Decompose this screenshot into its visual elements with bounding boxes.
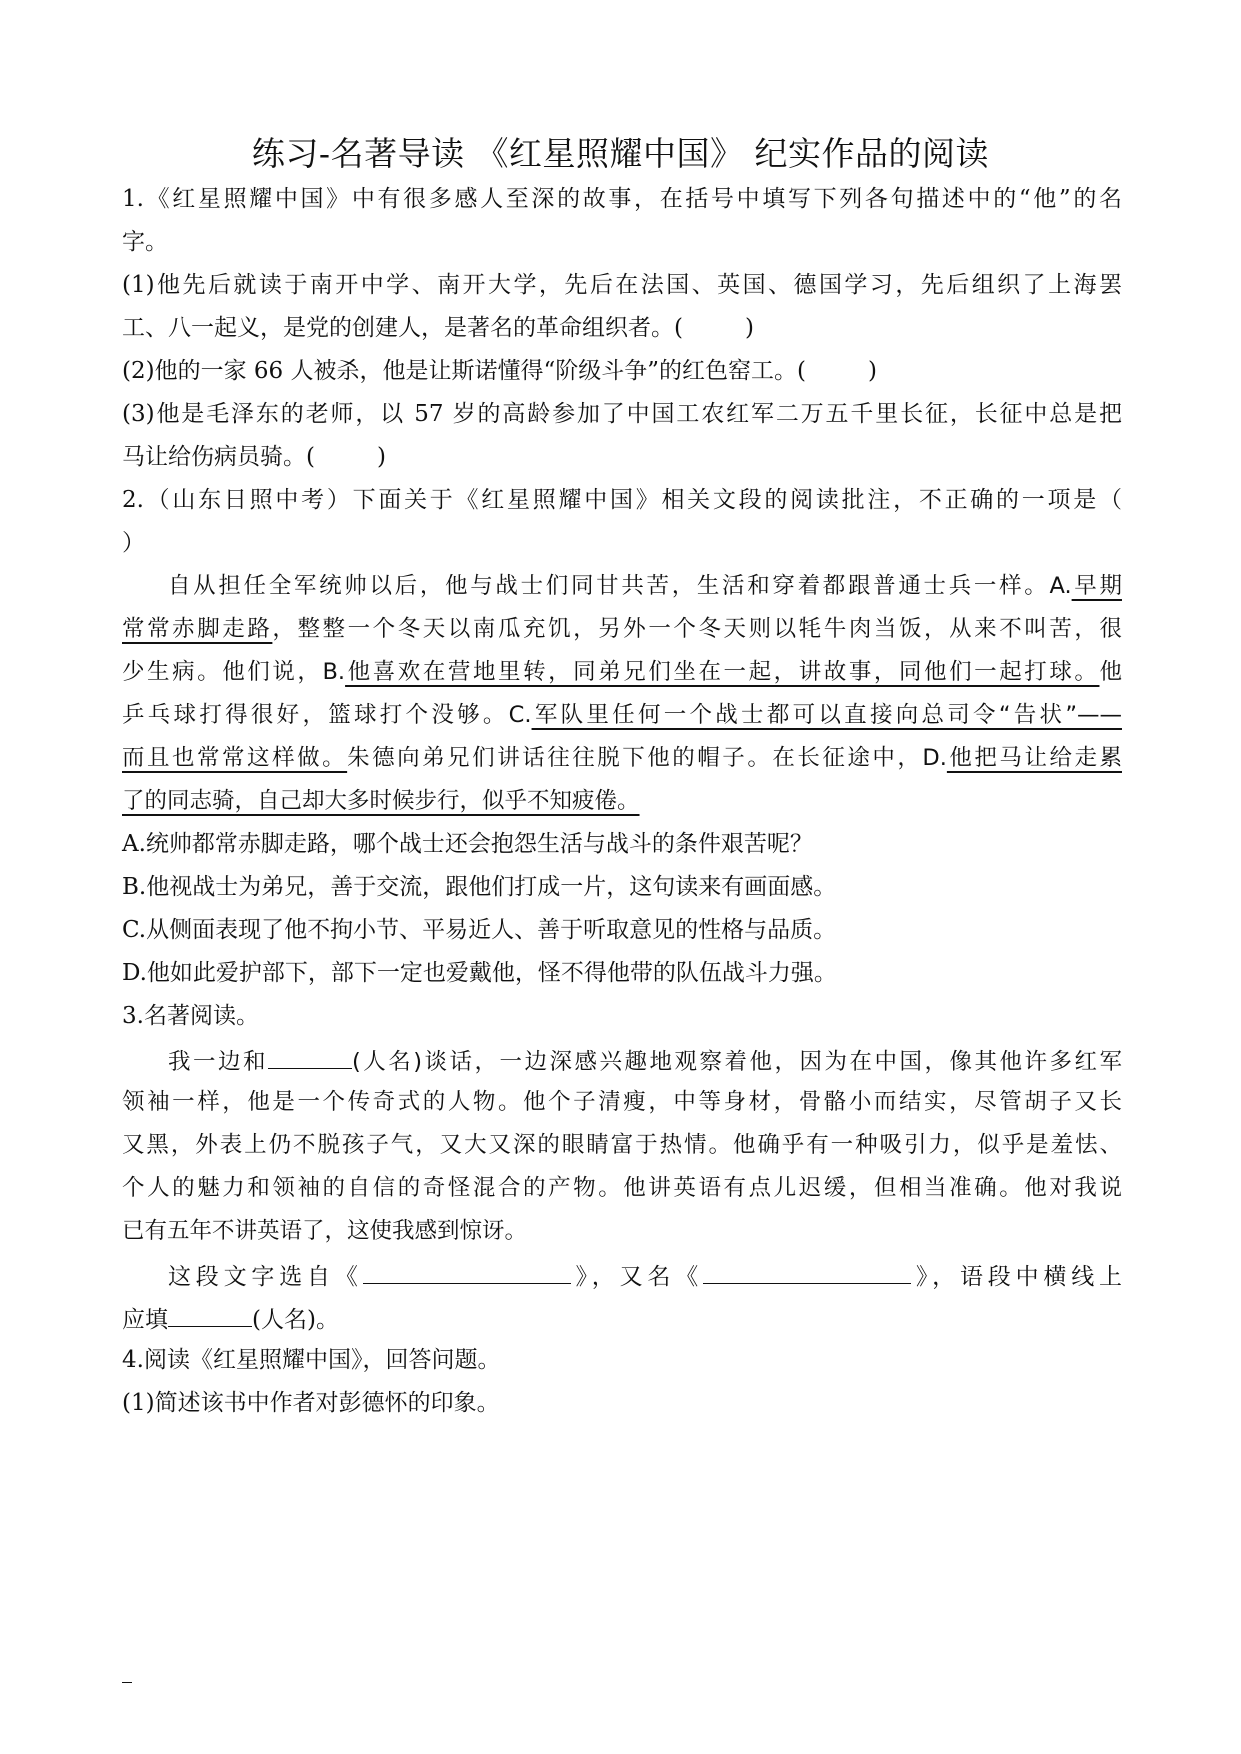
q2-option-a[interactable]: A.统帅都常赤脚走路，哪个战士还会抱怨生活与战斗的条件艰苦呢？	[122, 831, 813, 857]
q1-item2-text: (2)他的一家 66 人被杀，他是让斯诺懂得“阶级斗争”的红色窑工。(	[122, 358, 806, 384]
q3-passage-line3: 又黑，外表上仍不脱孩子气，又大又深的眼睛富于热情。他确乎有一种吸引力，似乎是羞怯、	[122, 1132, 1122, 1158]
q2-underlined-d: 了的同志骑，自己却大多时候步行，似乎不知疲倦。	[122, 788, 640, 814]
q3-stem: 3.名著阅读。	[122, 1003, 259, 1029]
q3-book-title-blank[interactable]	[363, 1259, 571, 1284]
q1-item3-line1: (3)他是毛泽东的老师，以 57 岁的高龄参加了中国工农红军二万五千里长征，长征中总是把	[122, 401, 1122, 427]
q3-passage-text: (人名)谈话，一边深感兴趣地观察着他，因为在中国，像其他许多红军	[352, 1049, 1122, 1075]
q2-passage-line6	[122, 786, 640, 816]
q4-stem: 4.阅读《红星照耀中国》，回答问题。	[122, 1347, 501, 1373]
q3-passage-line2: 领袖一样，他是一个传奇式的人物。他个子清瘦，中等身材，骨骼小而结实，尽管胡子又长	[122, 1089, 1122, 1115]
q2-underlined-c: 而且也常常这样做。	[122, 745, 348, 771]
q1-item3-text: 马让给伤病员骑。(	[122, 444, 315, 470]
q1-item3-close-paren: )	[376, 444, 386, 470]
q2-underlined-b: 他喜欢在营地里转，同弟兄们坐在一起，讲故事，同他们一起打球。	[345, 659, 1100, 685]
q3-passage-line4: 个人的魅力和领袖的自信的奇怪混合的产物。他讲英语有点儿迟缓，但相当准确。他对我说	[122, 1175, 1122, 1201]
q3-name-blank[interactable]	[268, 1044, 352, 1069]
q1-item1-close-paren: )	[744, 315, 754, 341]
q1-item3-line2	[122, 442, 386, 472]
q2-passage-text: 他	[1099, 659, 1122, 685]
q3-passage-line1	[168, 1044, 1122, 1077]
q3-passage-text: 我一边和	[168, 1049, 268, 1075]
q3-fill-line1	[168, 1259, 1122, 1292]
q3-fill-text: (人名)。	[252, 1307, 339, 1333]
q2-underlined-a: 早期	[1071, 573, 1122, 599]
q2-passage-text: 朱德向弟兄们讲话往往脱下他的帽子。在长征途中，D.	[347, 745, 947, 771]
q3-fill-text: 》，又名《	[570, 1264, 704, 1290]
q2-stem-line1: 2.（山东日照中考）下面关于《红星照耀中国》相关文段的阅读批注，不正确的一项是（	[122, 487, 1122, 513]
q2-passage-line4	[122, 700, 1122, 730]
q3-fill-text: 应填	[122, 1307, 168, 1333]
q2-passage-line5	[122, 743, 1122, 773]
q1-item2-close-paren: )	[867, 358, 877, 384]
q2-option-c[interactable]: C.从侧面表现了他不拘小节、平易近人、善于听取意见的性格与品质。	[122, 917, 837, 943]
q1-stem-line1: 1.《红星照耀中国》中有很多感人至深的故事，在括号中填写下列各句描述中的“他”的名	[122, 186, 1122, 212]
q2-passage-text: 自从担任全军统帅以后，他与战士们同甘共苦，生活和穿着都跟普通士兵一样。A.	[168, 573, 1072, 599]
q2-stem-line2: ）	[122, 530, 145, 556]
q2-passage-line3	[122, 657, 1122, 687]
q3-passage-line5: 已有五年不讲英语了，这使我感到惊讶。	[122, 1218, 528, 1244]
q2-option-d[interactable]: D.他如此爱护部下，部下一定也爱戴他，怪不得他带的队伍战斗力强。	[122, 960, 837, 986]
q3-fill-text: 这段文字选自《	[168, 1264, 363, 1290]
q1-item1-line1: (1)他先后就读于南开中学、南开大学，先后在法国、英国、德国学习，先后组织了上海罢	[122, 272, 1122, 298]
q3-fill-text: 》，语段中横线上	[911, 1264, 1123, 1290]
q2-passage-line1	[168, 571, 1122, 601]
q2-passage-text: 少生病。他们说，B.	[122, 659, 346, 685]
q3-person-name-blank[interactable]	[168, 1302, 252, 1327]
q2-option-b[interactable]: B.他视战士为弟兄，善于交流，跟他们打成一片，这句读来有画面感。	[122, 874, 837, 900]
q3-alt-title-blank[interactable]	[703, 1259, 911, 1284]
q2-underlined-d: 他把马让给走累	[946, 745, 1122, 771]
q4-item1: (1)简述该书中作者对彭德怀的印象。	[122, 1390, 500, 1416]
q2-passage-line2	[122, 614, 1122, 644]
q2-passage-text: ，整整一个冬天以南瓜充饥，另外一个冬天则以牦牛肉当饭，从来不叫苦，很	[272, 616, 1122, 642]
q1-item1-text: 工、八一起义，是党的创建人，是著名的革命组织者。(	[122, 315, 683, 341]
q1-stem-line2: 字。	[122, 229, 168, 255]
q3-fill-line2	[122, 1302, 339, 1335]
q2-passage-text: 乒乓球打得很好，篮球打个没够。C.	[122, 702, 532, 728]
answer-line-mark	[122, 1682, 132, 1683]
q1-item2	[122, 356, 877, 386]
q1-item1-line2	[122, 313, 754, 343]
q2-underlined-a: 常常赤脚走路	[122, 616, 273, 642]
q2-underlined-c: 军队里任何一个战士都可以直接向总司令“告状”——	[531, 702, 1122, 728]
page-title: 练习-名著导读 《红星照耀中国》 纪实作品的阅读	[251, 134, 990, 173]
